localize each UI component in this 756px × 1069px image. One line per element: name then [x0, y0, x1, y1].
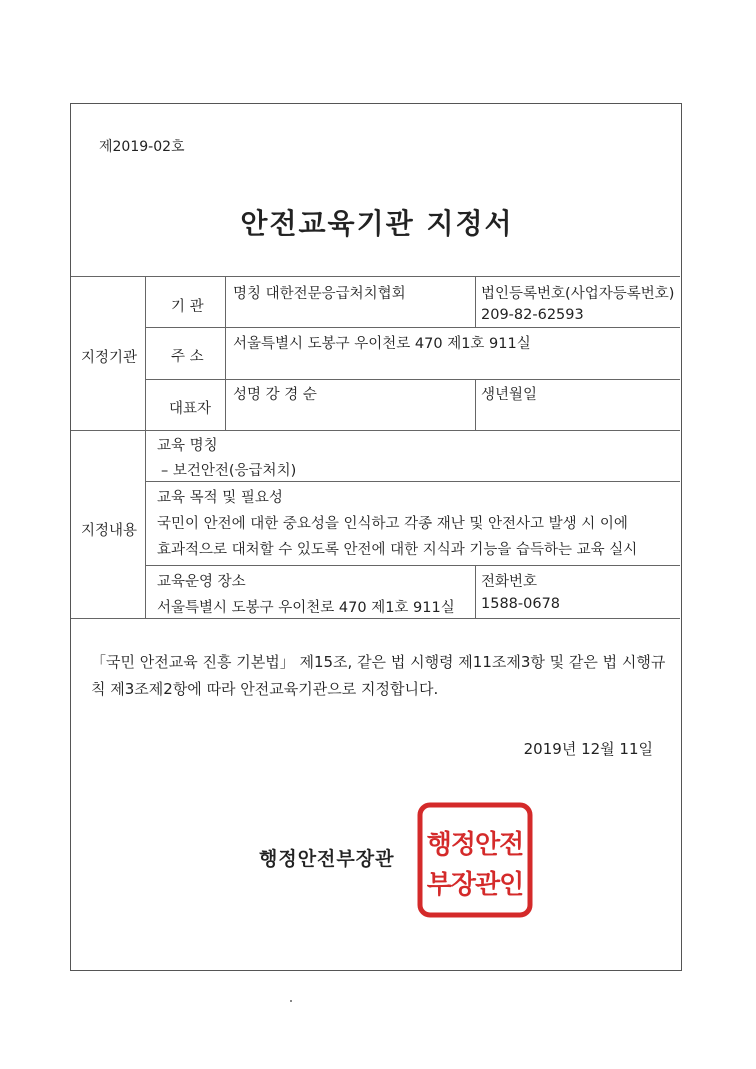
education-purpose-line2: 효과적으로 대처할 수 있도록 안전에 대한 지식과 기능을 습득하는 교육 실시 [157, 542, 638, 558]
designation-table [71, 276, 680, 618]
representative-row-label: 대표자 [169, 401, 212, 417]
scan-speck [290, 1000, 292, 1002]
phone-label: 전화번호 [481, 574, 538, 590]
birthdate-label: 생년월일 [481, 387, 538, 403]
education-purpose-line1: 국민이 안전에 대한 중요성을 인식하고 각종 재난 및 안전사고 발생 시 이에 [157, 516, 628, 532]
education-purpose-label: 교육 목적 및 필요성 [157, 490, 283, 506]
address-value: 서울특별시 도봉구 우이천로 470 제1호 911실 [233, 336, 531, 352]
education-name-label: 교육 명칭 [157, 438, 218, 454]
address-row-label: 주 소 [171, 349, 204, 365]
org-row-label: 기 관 [171, 299, 204, 315]
venue-value: 서울특별시 도봉구 우이천로 470 제1호 911실 [157, 600, 455, 616]
education-name-value: – 보건안전(응급처치) [161, 463, 297, 479]
org-name: 명칭 대한전문응급처치협회 [233, 286, 406, 302]
certificate-frame [70, 103, 682, 971]
phone-value: 1588-0678 [481, 596, 561, 612]
document-number: 제2019-02호 [99, 139, 185, 155]
venue-label: 교육운영 장소 [157, 574, 246, 590]
section-designation-content-label: 지정내용 [81, 523, 138, 539]
issue-date: 2019년 12월 11일 [523, 740, 653, 758]
issuer-title: 행정안전부장관 [259, 848, 395, 870]
representative-name: 성명 강 경 순 [233, 387, 317, 403]
section-designated-org-label: 지정기관 [81, 350, 138, 366]
registration-number-label: 법인등록번호(사업자등록번호) [481, 286, 675, 302]
designation-statement: 「국민 안전교육 진흥 기본법」 제15조, 같은 법 시행령 제11조제3항 및 같은 법 시행규칙 제3조제2항에 따라 안전교육기관으로 지정합니다. [91, 653, 666, 698]
document-title: 안전교육기관 지정서 [240, 207, 514, 240]
registration-number-value: 209-82-62593 [481, 307, 584, 323]
official-seal-stamp [416, 801, 534, 919]
svg-text:행정안전: 행정안전 [426, 830, 524, 860]
svg-text:부장관인: 부장관인 [426, 870, 524, 900]
